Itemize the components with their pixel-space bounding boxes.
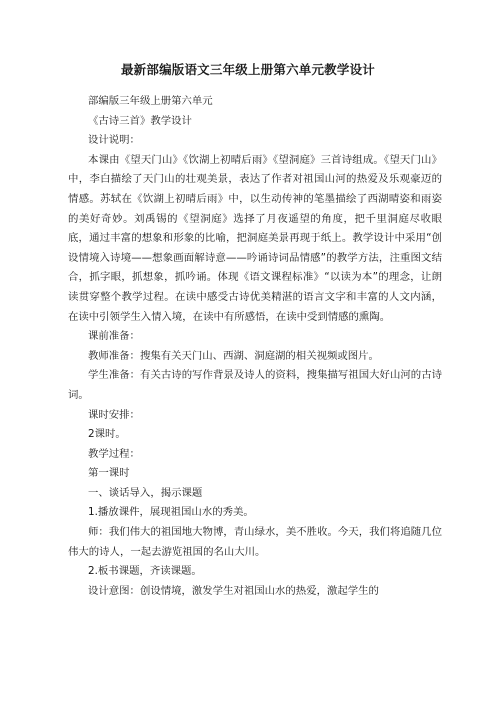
paragraph: 设计意图：创设情境，激发学生对祖国山水的热爱，激起学生的 (88, 584, 379, 597)
document-title: 最新部编版语文三年级上册第六单元教学设计 (120, 62, 375, 77)
paragraph: 设计说明： (88, 134, 140, 147)
paragraph: 一、谈话导入，揭示课题 (88, 486, 203, 499)
paragraph: 课前准备： (88, 330, 140, 343)
paragraph: 1.播放课件，展现祖国山水的秀美。 (88, 506, 254, 519)
paragraph: 2.板书课题，齐读课题。 (88, 565, 202, 578)
paragraph: 《古诗三首》教学设计 (88, 114, 192, 127)
paragraph: 师：我们伟大的祖国地大物博，青山绿水，美不胜收。今天，我们将追随几位伟大的诗人，一起去游览祖国的名山大川。 (68, 526, 442, 558)
paragraph: 课时安排： (88, 408, 140, 421)
paragraph: 教师准备：搜集有关天门山、西湖、洞庭湖的相关视频或图片。 (88, 349, 379, 362)
paragraph: 本课由《望天门山》《饮湖上初晴后雨》《望洞庭》三首诗组成。《望天门山》中，李白描绘了天门山的壮观美景，表达了作者对祖国山河的热爱及乐观豪迈的情感。苏轼在《饮湖上初晴后雨》中，以生动传神的笔墨描绘了西湖晴姿和雨姿的美好奇妙。刘禹锡的《望洞庭》选择了月夜遥望的角度，把千里洞庭尽收眼底，通过丰富的想象和形象的比喻，把洞庭美景再现于纸上。教学设计中采用“创设情境入诗境——想象画面解诗意——吟诵诗词品情感”的教学方法，注重图文结合，抓字眼，抓想象，抓吟诵。体现《语文课程标准》“以读为本”的理念，让朗读贯穿整个教学过程。在读中感受古诗优美精湛的语言文字和丰富的人文内涵，在读中引领学生入情入境，在读中有所感悟，在读中受到情感的熏陶。 (68, 153, 442, 323)
paragraph: 部编版三年级上册第六单元 (88, 95, 213, 107)
paragraph: 学生准备：有关古诗的写作背景及诗人的资料，搜集描写祖国大好山河的古诗词。 (68, 369, 442, 401)
paragraph: 教学过程： (88, 447, 140, 460)
paragraph: 2课时。 (88, 428, 126, 441)
document-body (68, 92, 442, 601)
paragraph: 第一课时 (88, 467, 130, 480)
